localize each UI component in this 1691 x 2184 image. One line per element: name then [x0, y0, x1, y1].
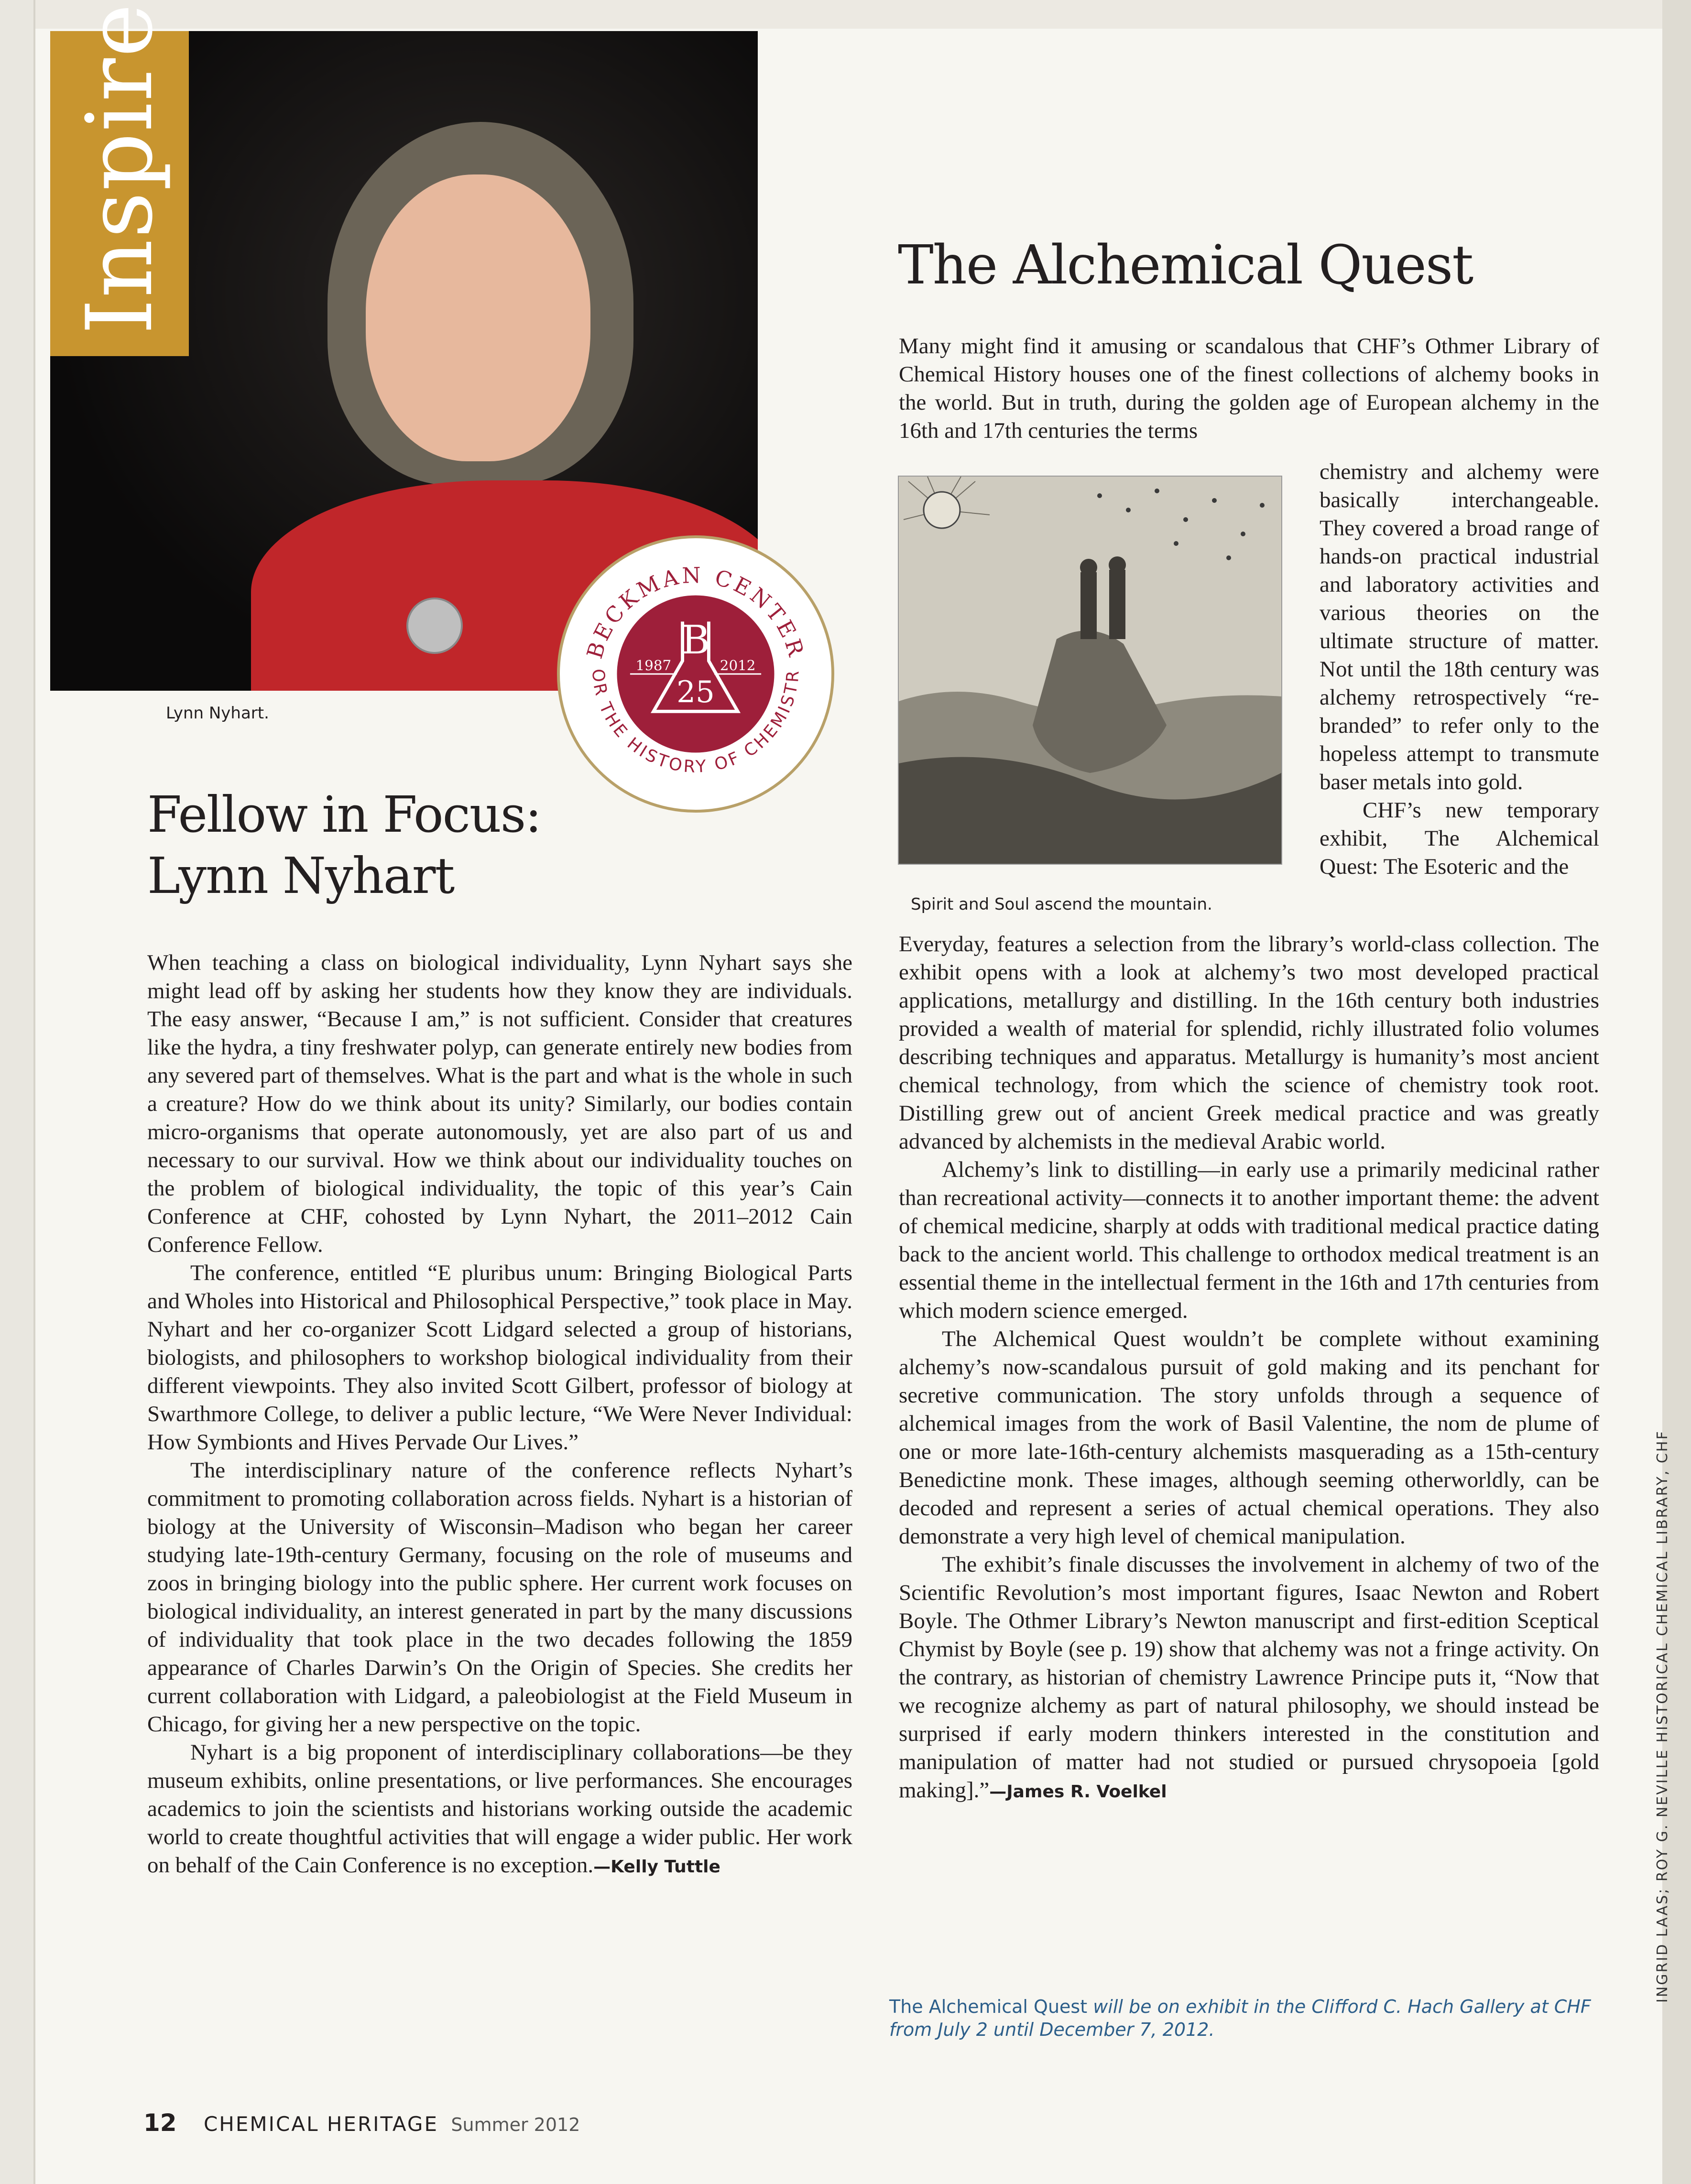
seal-anniversary: 25	[676, 674, 715, 709]
fellow-byline: —Kelly Tuttle	[593, 1857, 720, 1877]
image-credit: INGRID LAAS; ROY G. NEVILLE HISTORICAL CHEMICAL LIBRARY, CHF	[1654, 1430, 1671, 2003]
exhibit-note-title: The Alchemical Quest	[889, 1996, 1088, 2017]
fellow-paragraph-4	[147, 1739, 852, 1881]
quest-wrap-paragraph-1: chemistry and alchemy were basically interchangeable. They covered a broad range of hands-on practical industrial and laboratory activities and various theories on the ultimate structure of matter. Not until the 18th century was alchemy retrospectively “re-branded” to refer only to the hopeless attempt to transmute baser metals into gold.	[1320, 459, 1599, 794]
quest-wrap-paragraph-2: CHF’s new temporary exhibit, The Alchemical Quest: The Esoteric and the	[1320, 798, 1599, 879]
page-number: 12	[143, 2109, 177, 2137]
quest-byline: —James R. Voelkel	[989, 1782, 1167, 1802]
quest-article-body	[899, 930, 1599, 1806]
quest-paragraph-4	[899, 1551, 1599, 1806]
quest-paragraph-4-text: The exhibit’s finale discusses the involvement in alchemy of two of the Scientific Revolution’s most important figures, Isaac Newton and Robert Boyle. The Othmer Library’s Newton manuscript and first-edition Sceptical Chymist by Boyle (see p. 19) show that alchemy was not a fringe activity. On the contrary, as historian of chemistry Lawrence Principe puts it, “Now that we recognize alchemy as part of natural philosophy, we should instead be surprised if early modern thinkers interested in the constitution and manipulation of matter had not studied or pursued chrysopoeia [gold making].”	[899, 1552, 1599, 1803]
fellow-paragraph-1: When teaching a class on biological individuality, Lynn Nyhart says she might lead off by asking her students how they know they are individuals. The easy answer, “Because I am,” is not sufficient. Consider that creatures like the hydra, a tiny freshwater polyp, can generate entirely new bodies from any severed part of themselves. What is the part and what is the whole in such a creature? How do we think about its unity? Similarly, our bodies contain micro-organisms that operate autonomously, yet are also part of us and necessary to our survival. How we think about our individuality touches on the problem of biological individuality, the topic of this year’s Cain Conference at CHF, cohosted by Lynn Nyhart, the 2011–2012 Cain Conference Fellow.	[147, 950, 852, 1257]
beckman-center-seal	[557, 535, 834, 813]
fellow-title-line2: Lynn Nyhart	[147, 847, 454, 905]
portrait-pendant	[406, 598, 463, 654]
quest-paragraph-3: The Alchemical Quest wouldn’t be complete without examining alchemy’s now-scandalous pursuit of gold making and its penchant for secretive communication. The story unfolds through a sequence of alchemical images from the work of Basil Valentine, the nom de plume of one or more late-16th-century alchemists masquerading as a 15th-century Benedictine monk. These images, although seeming otherworldly, can be decoded and represent a series of actual chemical operations. They also demonstrate a very high level of chemical manipulation.	[899, 1326, 1599, 1549]
engraving-caption: Spirit and Soul ascend the mountain.	[911, 895, 1212, 914]
fellow-article-body	[147, 949, 852, 1881]
page-edge-top	[0, 0, 1691, 29]
engraving-graphic	[899, 477, 1281, 864]
seal-bottom-arc: OR THE HISTORY OF CHEMISTR	[588, 668, 803, 777]
alchemy-engraving	[898, 476, 1282, 865]
fellow-article-title	[147, 784, 541, 906]
fellow-paragraph-3: The interdisciplinary nature of the conference reflects Nyhart’s commitment to promoting collaboration across fields. Nyhart is a historian of biology at the University of Wisconsin–Madison who began her career studying late-19th-century Germany, focusing on the role of museums and zoos in bringing biology into the public sphere. Her current work focuses on biological individuality, an interest generated in part by the many discussions of individuality that took place in the two decades following the 1859 appearance of Charles Darwin’s On the Origin of Species. She credits her current collaboration with Lidgard, a paleobiologist at the Field Museum in Chicago, for giving her a new perspective on the topic.	[147, 1458, 852, 1737]
seal-year-end: 2012	[720, 657, 756, 674]
photo-caption: Lynn Nyhart.	[166, 704, 269, 723]
quest-paragraph-1: Everyday, features a selection from the library’s world-class collection. The exhibit opens with a look at alchemy’s two most developed practical applications, metallurgy and distilling. In the 16th century both industries provided a wealth of material for splendid, richly illustrated folio volumes describing techniques and apparatus. Metallurgy is humanity’s most ancient chemical technology, from which the science of chemistry took root. Distilling grew out of ancient Greek medical practice and was greatly advanced by alchemists in the medieval Arabic world.	[899, 932, 1599, 1154]
quest-wrap-text	[1320, 458, 1599, 881]
magazine-name: CHEMICAL HERITAGE	[203, 2112, 438, 2136]
fellow-paragraph-4-text: Nyhart is a big proponent of interdisciplinary collaborations—be they museum exhibits, online presentations, or live performances. She encourages academics to join the scientists and historians working outside the academic world to create thoughtful activities that will engage a wider public. Her work on behalf of the Cain Conference is no exception.	[147, 1740, 852, 1878]
section-tab-label: Inspire	[67, 2, 173, 335]
portrait-face	[366, 174, 590, 461]
seal-graphic	[560, 538, 831, 810]
quest-article-title: The Alchemical Quest	[898, 234, 1473, 296]
issue-label: Summer 2012	[451, 2114, 580, 2135]
quest-paragraph-2: Alchemy’s link to distilling—in early use a primarily medicinal rather than recreational activity—connects it to another important theme: the advent of chemical medicine, sharply at odds with traditional medical practice dating back to the ancient world. This challenge to orthodox medical treatment is an essential theme in the intellectual ferment in the 16th and 17th centuries from which modern science emerged.	[899, 1157, 1599, 1323]
seal-monogram: B	[681, 617, 710, 663]
page-edge-left	[0, 0, 35, 2184]
seal-top-arc: BECKMAN CENTER	[581, 562, 810, 662]
fellow-paragraph-2: The conference, entitled “E pluribus unum: Bringing Biological Parts and Wholes into Historical and Philosophical Perspective,” took place in May. Nyhart and her co-organizer Scott Lidgard selected a group of historians, biologists, and philosophers to workshop biological individuality from their different viewpoints. They also invited Scott Gilbert, professor of biology at Swarthmore College, to deliver a public lecture, “We Were Never Individual: How Symbionts and Hives Pervade Our Lives.”	[147, 1260, 852, 1455]
page-footer	[143, 2109, 580, 2137]
exhibit-note-details: will be on exhibit in the Clifford C. Hach Gallery at CHF from July 2 until December 7, 2012.	[889, 1996, 1591, 2040]
exhibit-note	[889, 1995, 1597, 2041]
quest-intro: Many might find it amusing or scandalous that CHF’s Othmer Library of Chemical History houses one of the finest collections of alchemy books in the world. But in truth, during the golden age of European alchemy in the 16th and 17th centuries the terms	[899, 334, 1599, 443]
fellow-title-line1: Fellow in Focus:	[147, 785, 541, 844]
seal-year-start: 1987	[635, 657, 672, 674]
